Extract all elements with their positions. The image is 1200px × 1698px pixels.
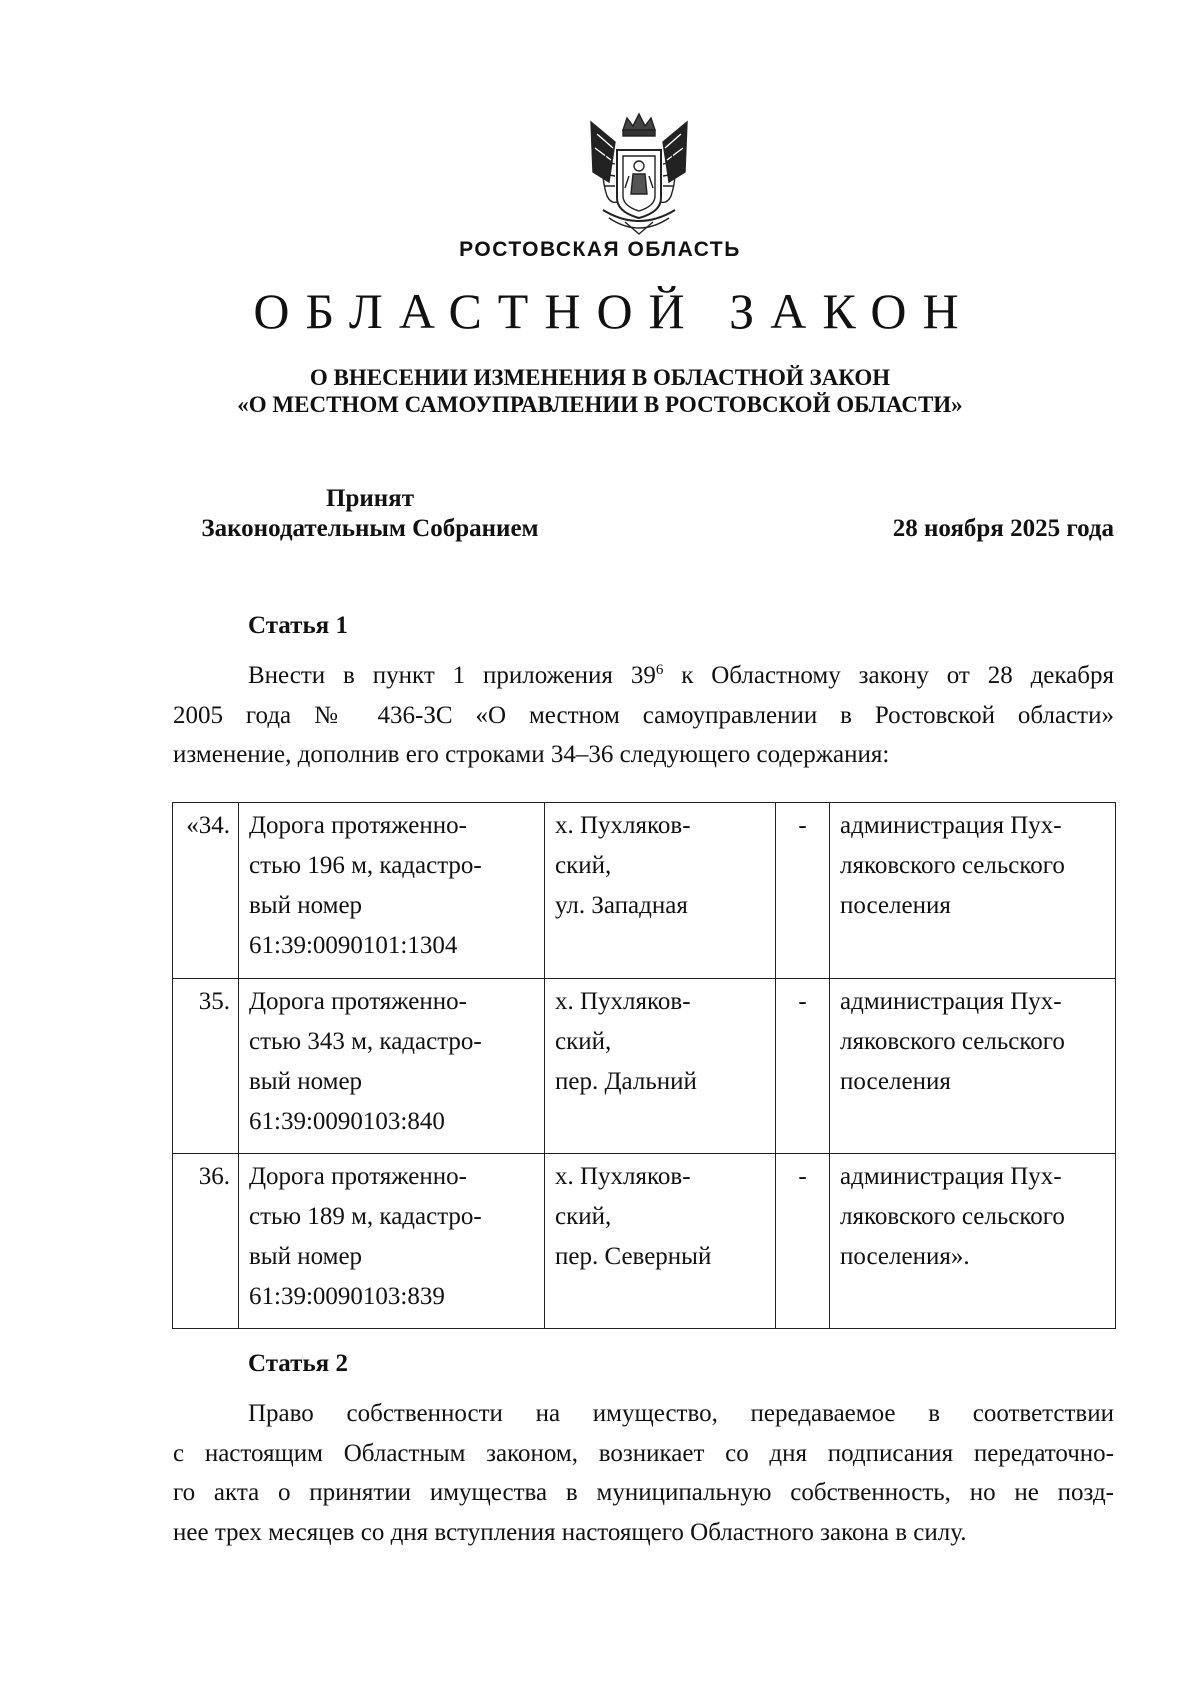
recipient-line: администрация Пух- [840, 1163, 1062, 1190]
object-line: Дорога протяженно- [249, 988, 467, 1015]
object-line: 61:39:0090101:1304 [249, 932, 458, 959]
article-1-heading: Статья 1 [248, 612, 348, 639]
object-cell [239, 1154, 545, 1329]
coat-of-arms-emblem [585, 112, 693, 240]
object-line: Дорога протяженно- [249, 812, 467, 839]
address-line: пер. Дальний [555, 1068, 697, 1095]
address-cell [545, 803, 776, 979]
article-2-line-2: с настоящим Областным законом, возникает со дня подписания передаточно- [173, 1439, 1114, 1467]
row-number-cell: 36. [173, 1154, 239, 1329]
address-line: ул. Западная [555, 892, 688, 919]
recipient-line: ляковского сельского [840, 1203, 1065, 1230]
object-line: Дорога протяженно- [249, 1163, 467, 1190]
address-line: пер. Северный [555, 1243, 712, 1270]
region-name: РОСТОВСКАЯ ОБЛАСТЬ [459, 238, 741, 261]
recipient-line: поселения [840, 1068, 951, 1095]
object-line: вый номер [249, 1243, 363, 1270]
object-line: стью 343 м, кадастро- [249, 1028, 482, 1055]
amendment-table [172, 802, 1116, 1329]
address-cell [545, 1154, 776, 1329]
article-2-line-1: Право собственности на имущество, передаваемое в соответствии [248, 1400, 1114, 1427]
object-cell [239, 979, 545, 1154]
article-2-line-3: го акта о принятии имущества в муниципальную собственность, но не позд- [173, 1479, 1114, 1506]
extra-cell: - [776, 803, 830, 979]
article-1-line-1: Внести в пункт 1 приложения $39^6$ к Областному закону от 28 декабря [248, 662, 1114, 689]
extra-cell: - [776, 979, 830, 1154]
object-line: стью 189 м, кадастро- [249, 1203, 482, 1230]
recipient-line: администрация Пух- [840, 988, 1062, 1015]
object-line: вый номер [249, 892, 363, 919]
table-row [173, 979, 1116, 1154]
law-title-line-2: «О МЕСТНОМ САМОУПРАВЛЕНИИ В РОСТОВСКОЙ ОБЛАСТИ» [237, 392, 963, 417]
law-type-heading: ОБЛАСТНОЙ ЗАКОН [253, 283, 975, 339]
table-row [173, 1154, 1116, 1329]
article-1-line-2: 2005 года № 436-ЗС «О местном самоуправлении в Ростовской области» [173, 701, 1114, 729]
address-line: ский, [555, 1203, 612, 1230]
address-line: ский, [555, 1028, 612, 1055]
recipient-line: поселения». [840, 1243, 970, 1270]
extra-cell: - [776, 1154, 830, 1329]
address-line: ский, [555, 852, 612, 879]
object-line: вый номер [249, 1068, 363, 1095]
object-line: стью 196 м, кадастро- [249, 852, 482, 879]
article-2-text [173, 1394, 1114, 1552]
adoption-label: Принят [326, 485, 414, 512]
recipient-line: ляковского сельского [840, 1028, 1065, 1055]
table-row [173, 803, 1116, 979]
law-title-line-1: О ВНЕСЕНИИ ИЗМЕНЕНИЯ В ОБЛАСТНОЙ ЗАКОН [309, 365, 891, 390]
recipient-line: администрация Пух- [840, 812, 1062, 839]
article-2-heading: Статья 2 [248, 1350, 348, 1377]
object-cell [239, 803, 545, 979]
recipient-line: поселения [840, 892, 951, 919]
article-2-line-4: нее трех месяцев со дня вступления настоящего Областного закона в силу. [173, 1518, 967, 1546]
address-line: х. Пухляков- [555, 812, 691, 839]
recipient-cell [830, 979, 1116, 1154]
object-line: 61:39:0090103:839 [249, 1283, 445, 1310]
object-line: 61:39:0090103:840 [249, 1108, 445, 1135]
article-1-line-3: изменение, дополнив его строками 34–36 следующего содержания: [173, 741, 890, 768]
address-line: х. Пухляков- [555, 1163, 691, 1190]
recipient-line: ляковского сельского [840, 852, 1065, 879]
article-1-text [173, 656, 1114, 775]
address-cell [545, 979, 776, 1154]
adoption-date: 28 ноября 2025 года [892, 515, 1114, 542]
recipient-cell [830, 803, 1116, 979]
address-line: х. Пухляков- [555, 988, 691, 1015]
superscript: 6 [655, 662, 664, 678]
row-number-cell: «34. [173, 803, 239, 979]
adoption-body: Законодательным Собранием [201, 515, 539, 542]
recipient-cell [830, 1154, 1116, 1329]
row-number-cell: 35. [173, 979, 239, 1154]
